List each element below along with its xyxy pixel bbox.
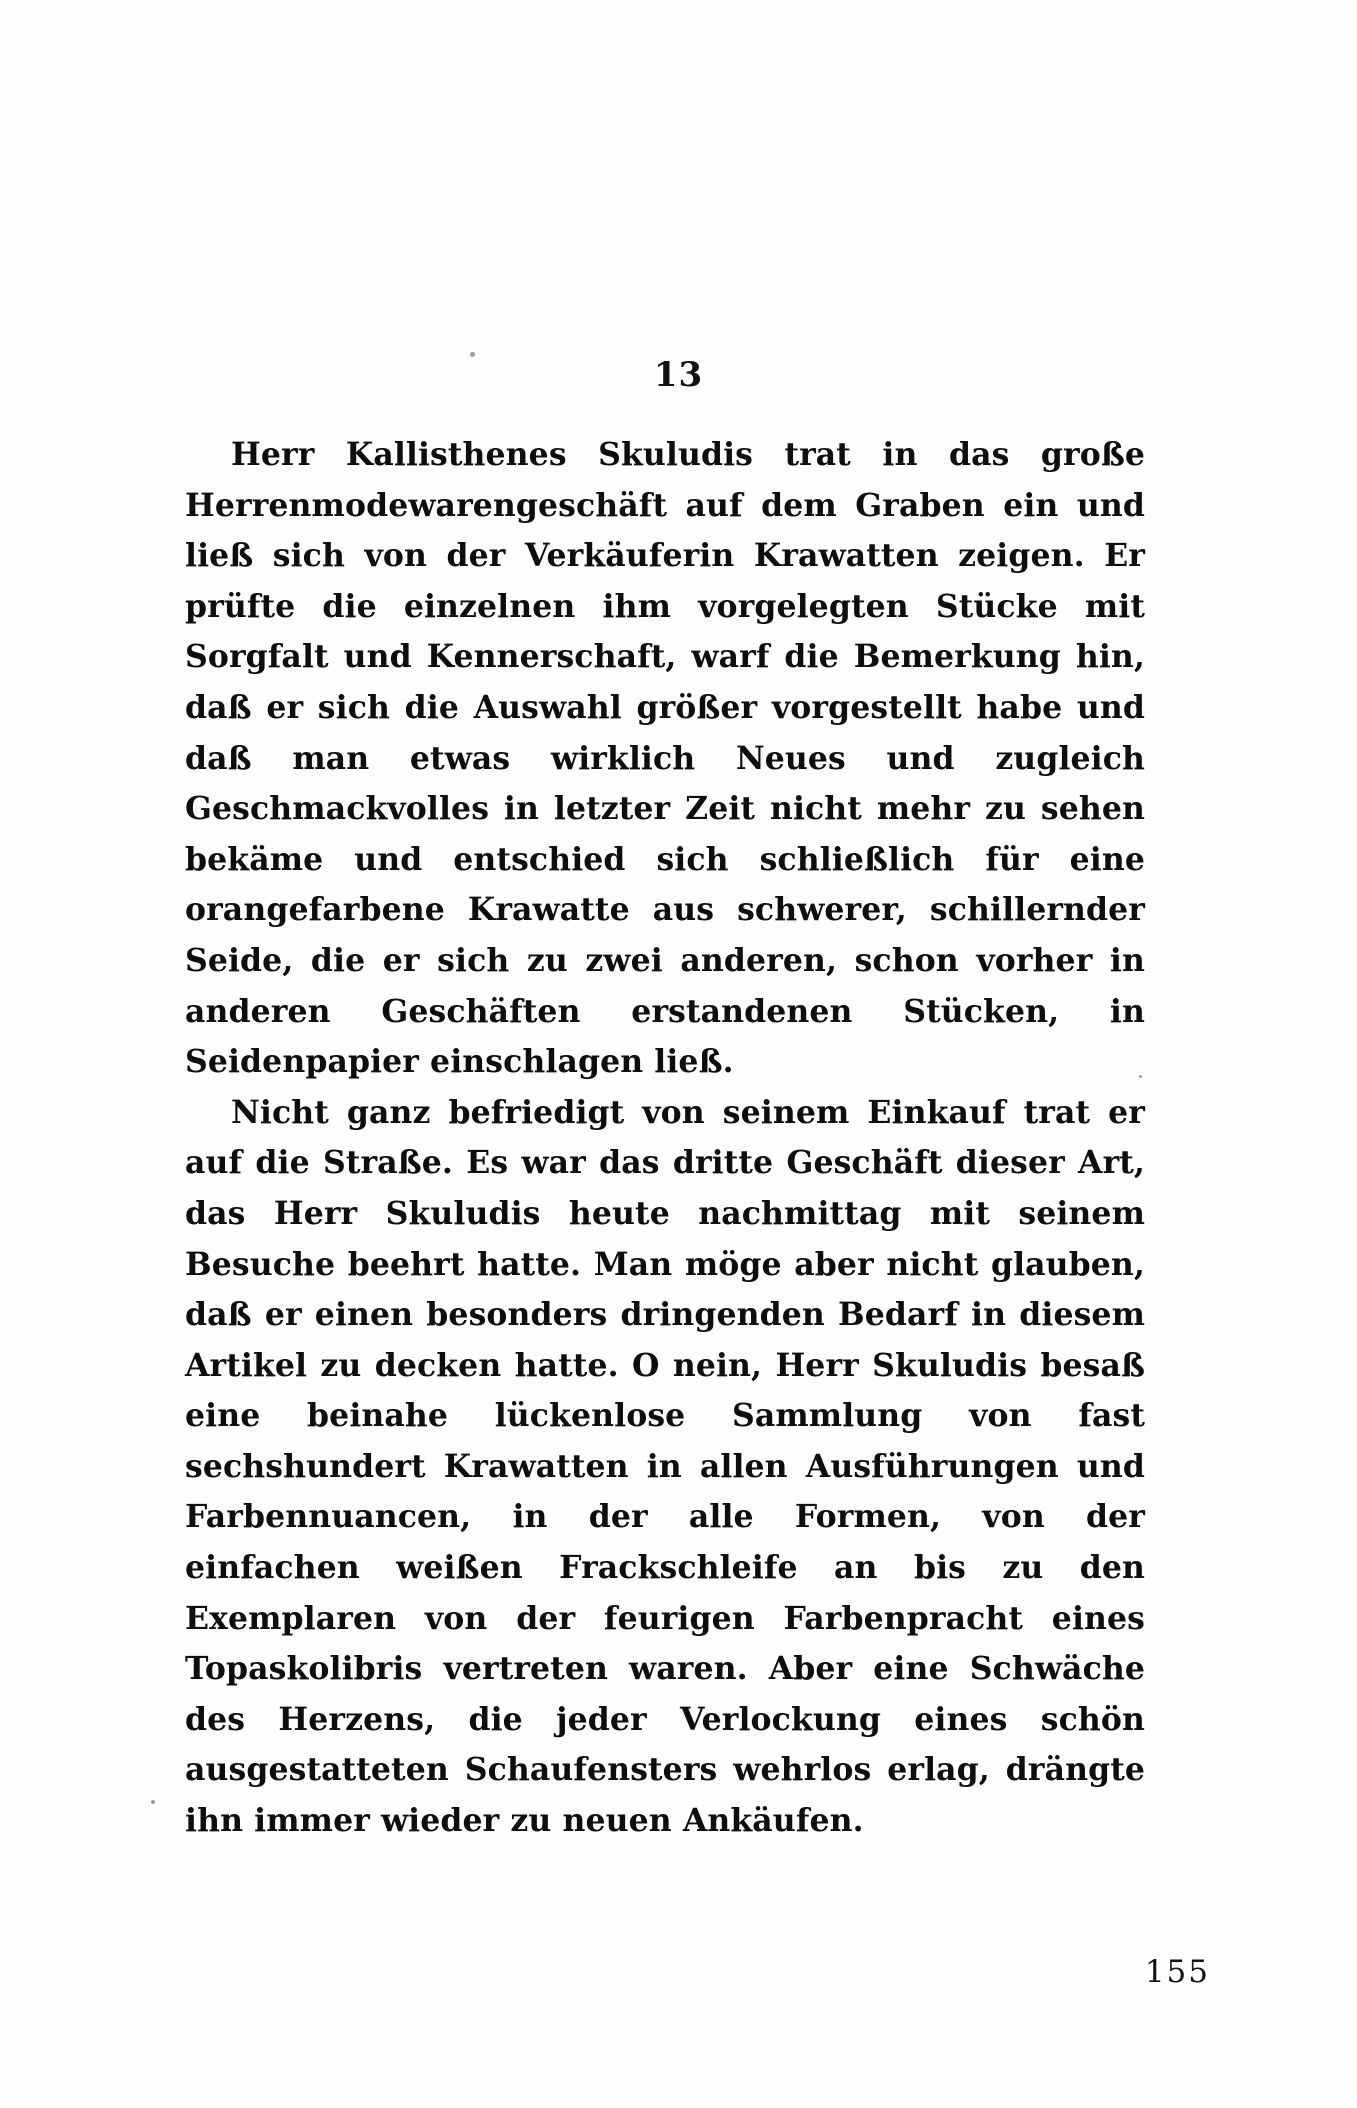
scan-speck [151,1800,155,1804]
paragraph-1 [185,430,1145,1088]
page-body [185,430,1145,1847]
page-folio: 155 [1144,1954,1210,1990]
paragraph-2 [185,1088,1145,1847]
scan-speck [1139,1075,1142,1078]
chapter-number: 13 [653,355,704,395]
paragraph-text: Nicht ganz befriedigt von seinem Einkauf trat er auf die Straße. Es war das dritte Geschäft dieser Art, das Herr Skuludis heute nachmittag mit seinem Besuche beehrt hatte. Man möge aber nicht glauben, daß er einen besonders dringenden Bedarf in diesem Artikel zu decken hatte. O nein, Herr Skuludis besaß eine beinahe lückenlose Sammlung von fast sechshundert Krawatten in allen Ausführungen und Farbennuancen, in der alle Formen, von der einfachen weißen Frackschleife an bis zu den Exemplaren von der feurigen Farbenpracht eines Topaskolibris vertreten waren. Aber eine Schwäche des Herzens, die jeder Verlockung eines schön ausgestatteten Schaufensters wehrlos erlag, drängte ihn immer wieder zu neuen Ankäufen. [185,1093,1145,1840]
paragraph-text: Herr Kallisthenes Skuludis trat in das große Herrenmodewarengeschäft auf dem Graben ein und ließ sich von der Verkäuferin Krawatten zeigen. Er prüfte die einzelnen ihm vorgelegten Stücke mit Sorgfalt und Kennerschaft, warf die Bemerkung hin, daß er sich die Auswahl größer vorgestellt habe und daß man etwas wirklich Neues und zugleich Geschmackvolles in letzter Zeit nicht mehr zu sehen bekäme und entschied sich schließlich für eine orangefarbene Krawatte aus schwerer, schillernder Seide, die er sich zu zwei anderen, schon vorher in anderen Geschäften erstandenen Stücken, in Seidenpapier einschlagen ließ. [185,436,1145,1081]
scan-speck [470,352,475,357]
